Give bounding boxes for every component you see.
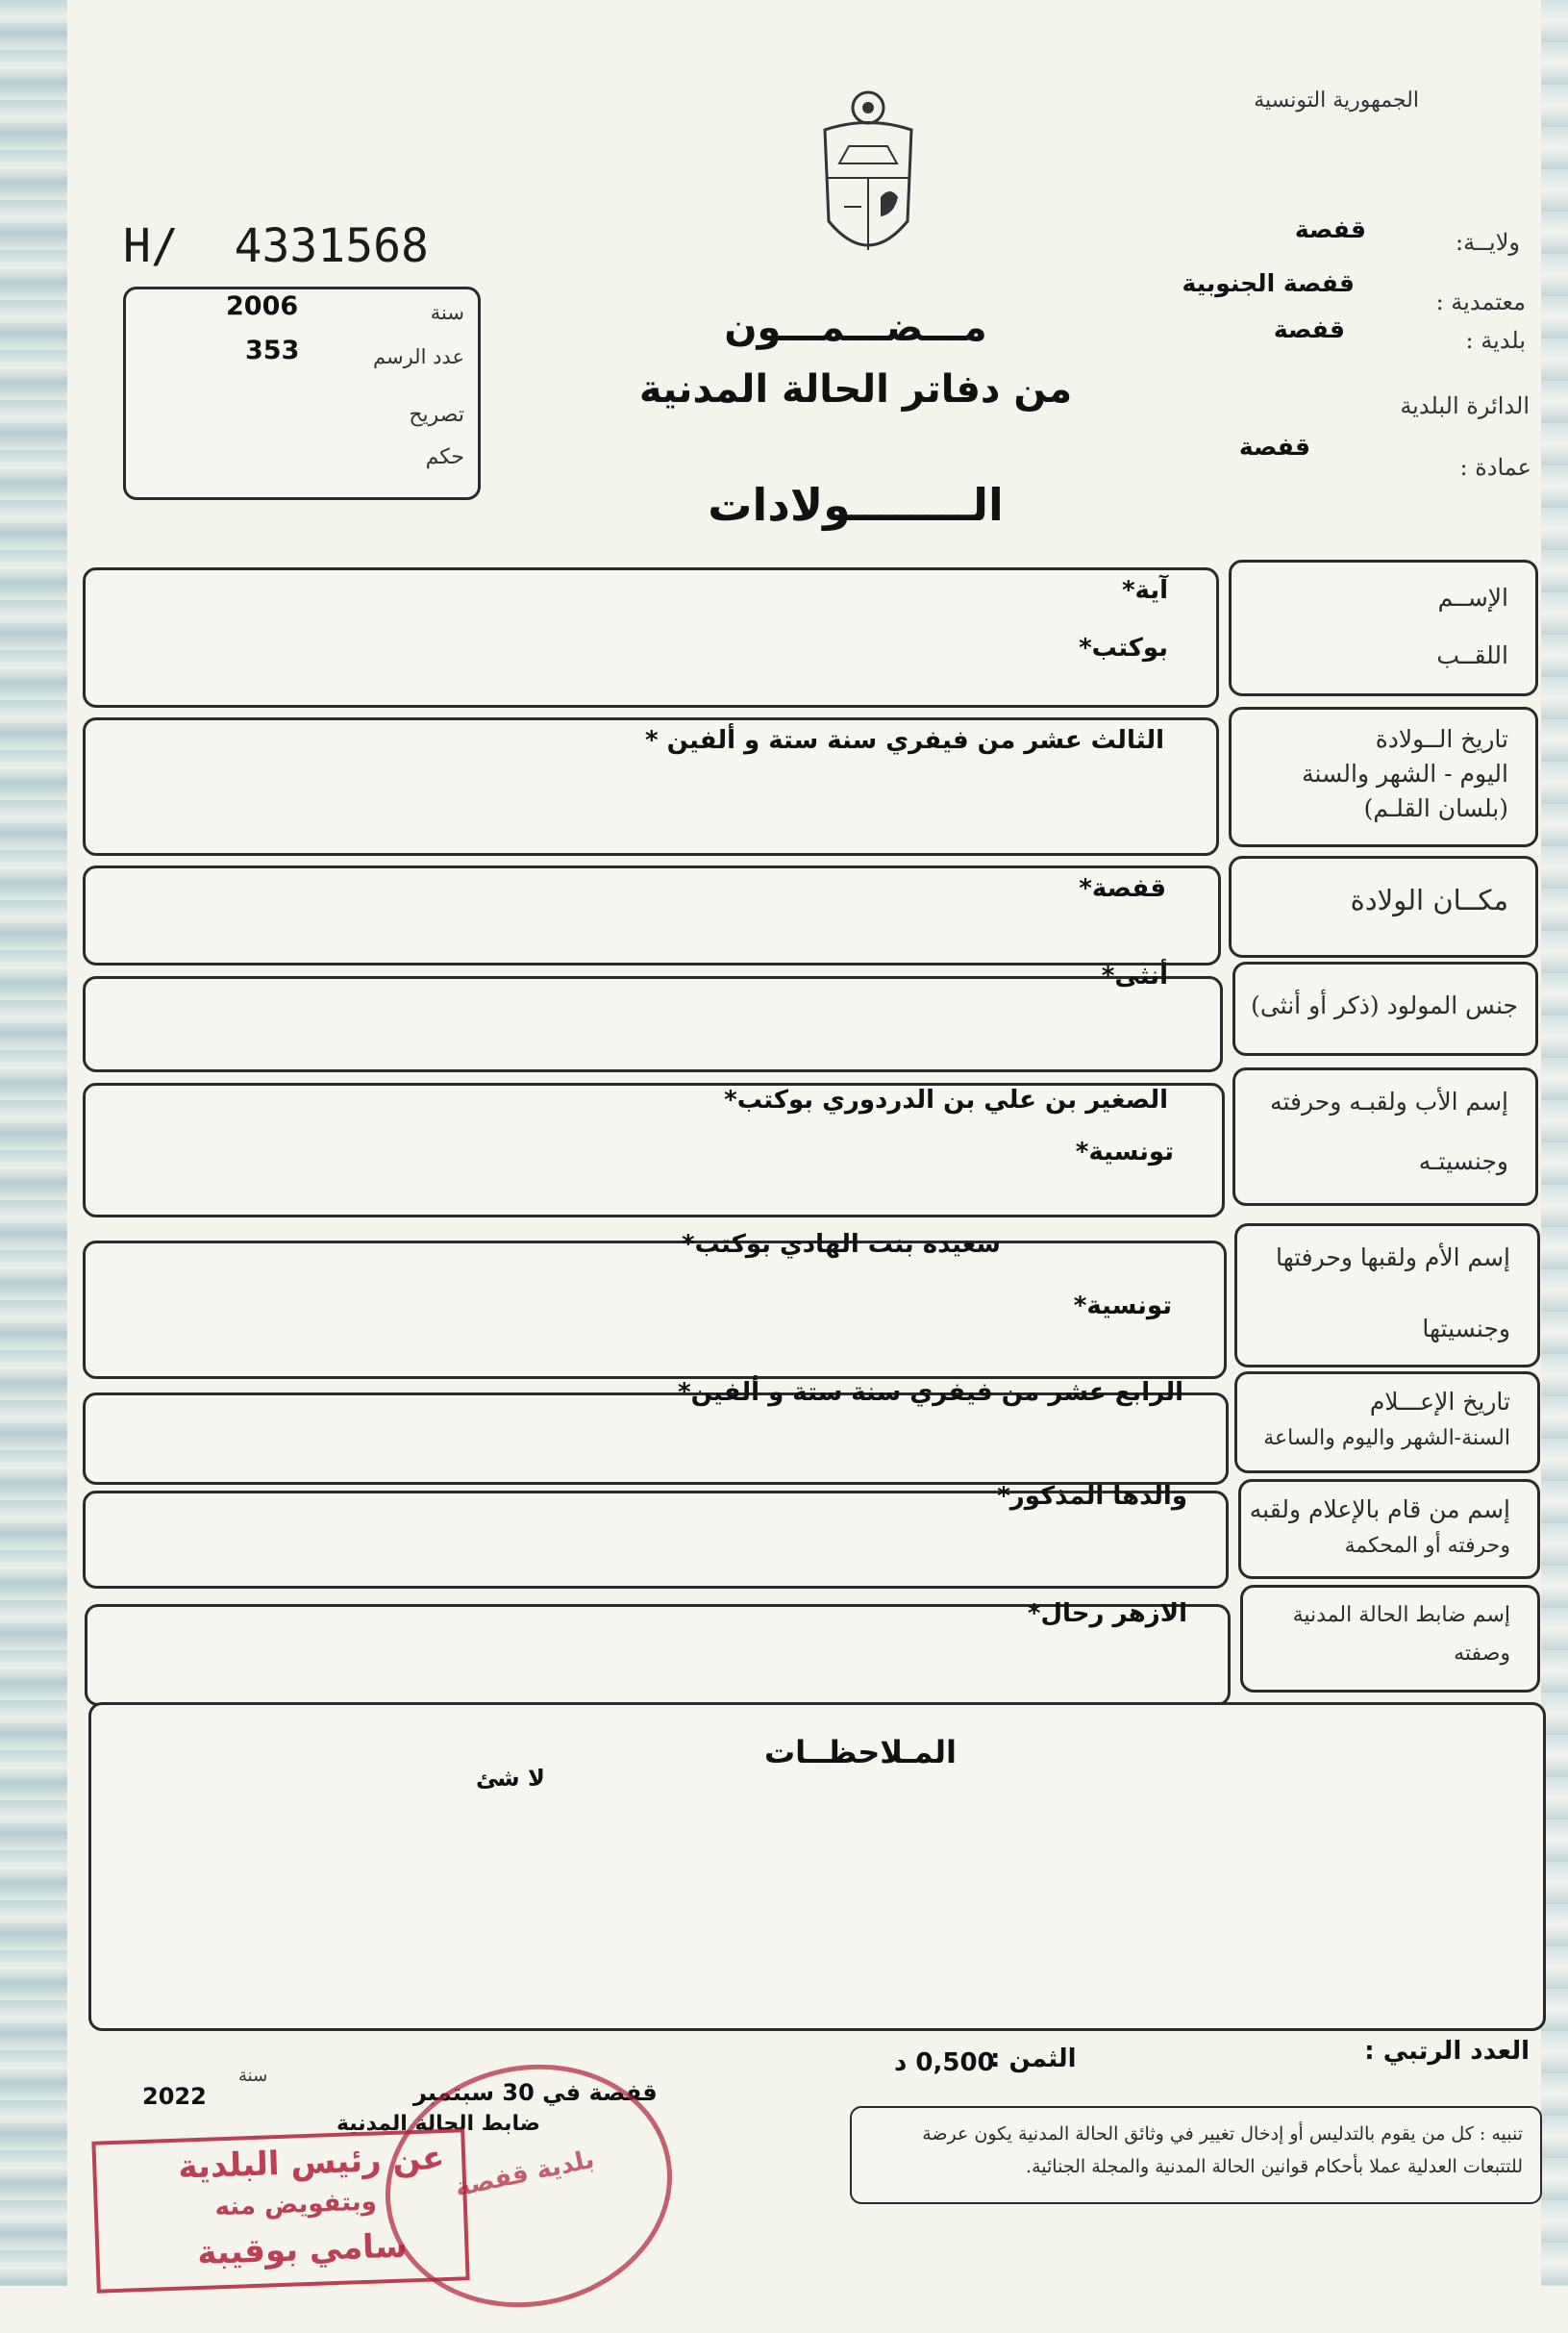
section-title: الــــــــولادات (708, 479, 1004, 531)
sex-label: جنس المولود (ذكر أو أنثى) (1251, 991, 1518, 1019)
field-father-label-box (1232, 1067, 1538, 1206)
warning-box (850, 2106, 1542, 2204)
father-label: إسم الأب ولقبـه وحرفته (1270, 1088, 1508, 1116)
surname-label: اللقــب (1436, 641, 1508, 669)
officer-value: الازهر رحال* (1027, 1599, 1187, 1628)
mother-value: سعيده بنت الهادي بوكتب* (682, 1230, 1001, 1259)
field-birthdate-value-box (83, 717, 1219, 856)
sex-value: أنثى* (1101, 962, 1168, 991)
field-mother-label-box (1234, 1223, 1540, 1367)
stamp-line1: عن رئيس البلدية (177, 2139, 445, 2187)
omada-label: عمادة : (1459, 454, 1531, 481)
footer-serial-label: العدد الرتبي : (1364, 2037, 1530, 2066)
birthdate-written-label: (بلسان القلـم) (1363, 794, 1508, 822)
warning-text: تنبيه : كل من يقوم بالتدليس أو إدخال تغيير في وثائق الحالة المدنية يكون عرضة للتتبعات العدلية عملا بأحكام قوانين الحالة المدنية والمجلة الجنائية. (922, 2123, 1523, 2177)
wilaya-value: قفصة (1294, 215, 1366, 243)
record-year-label: سنة (430, 301, 464, 324)
seal-text: بلدية قفصة (452, 2145, 597, 2203)
field-officer-value-box (85, 1599, 1231, 1706)
officer-label: إسم ضابط الحالة المدنية (1292, 1603, 1510, 1627)
footer-price-value: 0,500 د (894, 2048, 995, 2077)
birthdate-value: الثالث عشر من فيفري سنة ستة و ألفين * (644, 726, 1164, 755)
footer-officer-title: ضابط الحالة المدنية (336, 2112, 541, 2136)
field-birthdate-label-box (1229, 707, 1538, 847)
field-declaration-date-label-box (1234, 1371, 1540, 1473)
coat-of-arms-icon (806, 87, 931, 269)
declarant-sublabel: وحرفته أو المحكمة (1344, 1534, 1510, 1558)
field-sex-value-box (83, 962, 1223, 1072)
officer-sublabel: وصفته (1454, 1642, 1510, 1666)
title-line2: من دفاتر الحالة المدنية (638, 367, 1073, 412)
field-birthplace-value-box (83, 865, 1221, 966)
remarks-box (88, 1702, 1546, 2031)
footer-price-label: الثمن : (990, 2045, 1077, 2073)
moatamadia-label: معتمدية : (1435, 288, 1526, 315)
record-declaration-label: تصريح (409, 403, 464, 427)
field-name-value-box (83, 567, 1219, 708)
field-sex-label-box (1232, 962, 1538, 1056)
field-father-value-box (83, 1083, 1225, 1217)
record-number-value: 353 (245, 336, 300, 365)
field-name-label-box (1229, 560, 1538, 696)
field-officer-label-box (1240, 1585, 1540, 1693)
declaration-date-value: الرابع عشر من فيفري سنة ستة و ألفين* (678, 1378, 1183, 1407)
record-number-label: عدد الرسم (373, 345, 464, 368)
daira-label: الدائرة البلدية (1400, 392, 1530, 419)
footer-year-value: 2022 (142, 2083, 207, 2110)
moatamadia-value: قفصة الجنوبية (1182, 269, 1355, 297)
paper-edge-left (0, 0, 67, 2286)
mother-label: إسم الأم ولقبها وحرفتها (1275, 1243, 1510, 1271)
father-sublabel: وجنسيتـه (1418, 1147, 1508, 1175)
birthplace-value: قفصة* (1079, 874, 1166, 903)
baladia-label: بلدية : (1465, 327, 1526, 354)
footer-place-date: قفصة في 30 سبتمبر (413, 2079, 658, 2106)
stamp-line2: وبتفويض منه (213, 2187, 378, 2222)
declaration-date-sublabel: السنة-الشهر واليوم والساعة (1263, 1426, 1510, 1450)
birthdate-sublabel: اليوم - الشهر والسنة (1302, 760, 1508, 788)
record-judgment-label: حكم (425, 445, 464, 469)
stamp-line3: سامي بوقيبة (196, 2226, 409, 2273)
republic-label: الجمهورية التونسية (1254, 88, 1419, 113)
record-box (123, 287, 481, 500)
remarks-title: المـلاحظــات (764, 1734, 957, 1770)
father-value: الصغير بن علي بن الدردوري بوكتب* (724, 1086, 1168, 1115)
field-declaration-date-value-box (83, 1378, 1229, 1485)
field-birthplace-label-box (1229, 856, 1538, 958)
record-year-value: 2006 (226, 291, 299, 321)
mother-nationality-value: تونسية* (1073, 1292, 1172, 1320)
omada-value: قفصة (1238, 433, 1310, 461)
title-line1: مـــضـــمـــون (724, 306, 987, 350)
field-mother-value-box (83, 1230, 1227, 1379)
declarant-label: إسم من قام بالإعلام ولقبه (1249, 1495, 1510, 1523)
name-label: الإســم (1437, 584, 1508, 612)
birthdate-label: تاريخ الــولادة (1375, 725, 1508, 753)
declarant-value: والدها المذكور* (997, 1482, 1187, 1511)
remarks-value: لا شئ (476, 1765, 545, 1792)
father-nationality-value: تونسية* (1075, 1138, 1174, 1166)
field-declarant-label-box (1238, 1479, 1540, 1579)
name-value: آية* (1121, 576, 1168, 605)
wilaya-label: ولايــة: (1456, 229, 1520, 256)
serial-number: H/ 4331568 (123, 219, 429, 273)
signature-stamp (91, 2128, 469, 2293)
surname-value: بوكتب* (1079, 634, 1168, 663)
declaration-date-label: تاريخ الإعـــلام (1369, 1388, 1510, 1416)
baladia-value: قفصة (1273, 315, 1345, 343)
field-declarant-value-box (83, 1482, 1229, 1589)
footer-year-label: سنة (238, 2066, 268, 2086)
mother-sublabel: وجنسيتها (1422, 1315, 1510, 1342)
birthplace-label: مكــان الولادة (1350, 884, 1508, 916)
